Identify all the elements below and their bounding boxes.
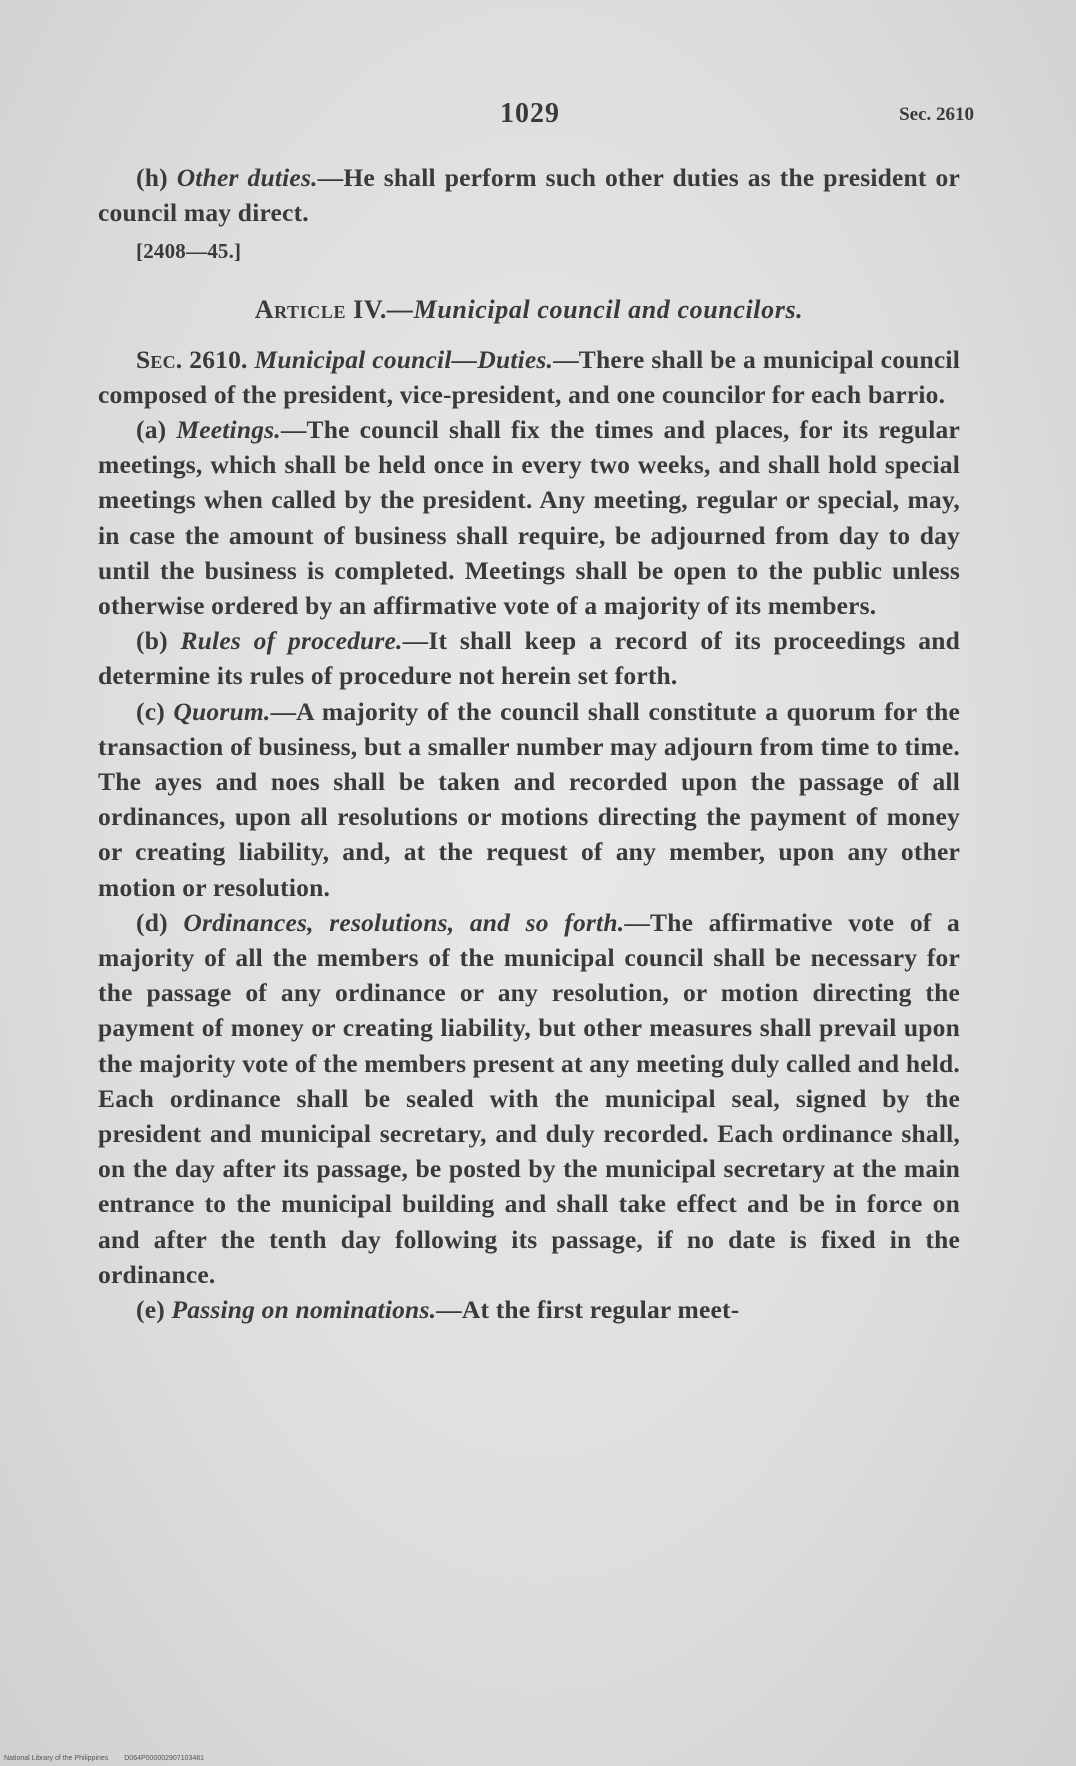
section-number: Sec. 2610. (136, 344, 248, 374)
paragraph-h (98, 160, 960, 230)
paragraph-label: (a) (136, 415, 167, 445)
paragraph-title: Quorum. (173, 696, 271, 726)
paragraph-text: —He shall perform such other duties as the president or council may direct. (98, 163, 960, 228)
scan-code: D064P000002907103481 (124, 1755, 205, 1762)
paragraph-title: Rules of procedure. (180, 626, 403, 656)
article-title: —Municipal council and councilors. (387, 295, 804, 325)
section-title: Municipal council—Duties. (254, 344, 554, 374)
paragraph-a (98, 412, 960, 623)
paragraph-title: Meetings. (176, 415, 281, 445)
paragraph-text: —At the first regular meet- (436, 1295, 740, 1325)
article-number: Article IV. (254, 295, 388, 325)
paragraph-b (98, 623, 960, 693)
paragraph-text: —The affirmative vote of a majority of all the members of the municipal council shall be necessary for the passage of any ordinance or any resolution, or motion directing the payment of money or creating liability, but other measures shall prevail upon the majority vote of the members present at any meeting duly called and held. Each ordinance shall be sealed with the municipal seal, signed by the president and municipal secretary, and duly recorded. Each ordinance shall, on the day after its passage, be posted by the municipal secretary at the main entrance to the municipal building and shall take effect and be in force on and after the tenth day following its passage, if no date is fixed in the ordinance. (98, 907, 961, 1289)
page-header (0, 98, 1076, 138)
paragraph-c (98, 694, 960, 905)
section-text: —There shall be a municipal council composed of the president, vice-president, and one councilor for each barrio. (98, 344, 960, 409)
paragraph-label: (e) (136, 1295, 165, 1325)
paragraph-e (98, 1292, 960, 1327)
page-number: 1029 (500, 98, 560, 129)
paragraph-title: Ordinances, resolutions, and so forth. (183, 907, 625, 937)
paragraph-label: (b) (136, 626, 168, 656)
paragraph-d (98, 905, 960, 1292)
scan-footer (4, 1755, 204, 1762)
article-heading (98, 292, 960, 327)
body-text (98, 160, 960, 1327)
paragraph-text: —The council shall fix the times and places, for its regular meetings, which shall be held once in every two weeks, and shall hold special meetings when called by the president. Any meeting, regular or special, may, in case the amount of business shall require, be adjourned from day to day until the business is completed. Meetings shall be open to the public unless otherwise ordered by an affirmative vote of a majority of its members. (98, 415, 960, 621)
paragraph-label: (h) (136, 163, 168, 192)
paragraph-text: —A majority of the council shall constitute a quorum for the transaction of business, but a smaller number may adjourn from time to time. The ayes and noes shall be taken and recorded upon the passage of all ordinances, upon all resolutions or motions directing the payment of money or creating liability, and, at the request of any member, upon any other motion or resolution. (98, 696, 961, 902)
paragraph-text: —It shall keep a record of its proceedings and determine its rules of procedure not herein set forth. (98, 626, 960, 691)
paragraph-title: Passing on nominations. (171, 1295, 437, 1325)
paragraph-title: Other duties. (176, 163, 318, 192)
citation: [2408—45.] (136, 239, 242, 264)
section-reference: Sec. 2610 (899, 104, 974, 125)
paragraph-label: (c) (136, 696, 165, 726)
paragraph-label: (d) (136, 907, 168, 937)
section-paragraph (98, 342, 960, 412)
library-credit: National Library of the Philippines (4, 1755, 109, 1762)
